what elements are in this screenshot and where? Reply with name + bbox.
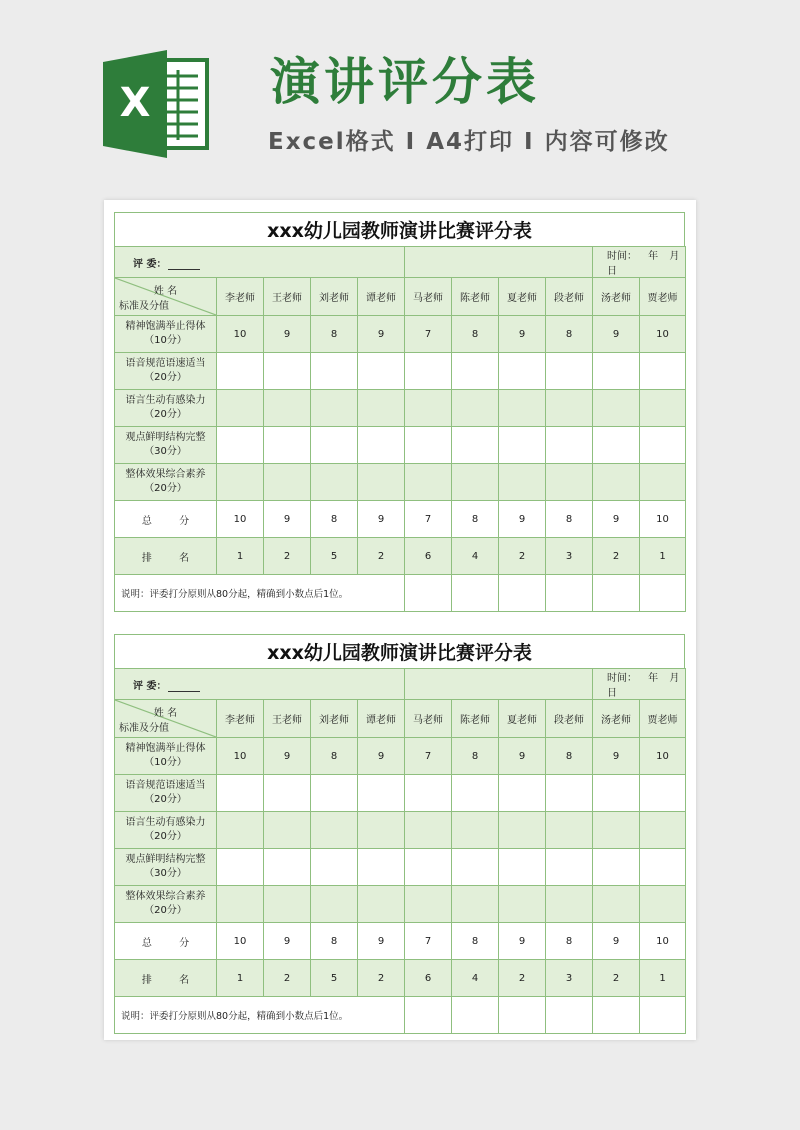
score-cell[interactable] [452,390,499,427]
rank-row [115,960,686,997]
score-cell[interactable] [217,390,264,427]
score-cell[interactable] [452,427,499,464]
judge-blank[interactable] [168,691,200,692]
score-cell[interactable] [452,775,499,812]
score-sheet [114,634,685,1034]
total-cell[interactable]: 7 [405,501,452,538]
score-cell[interactable] [452,849,499,886]
criteria-label [115,390,217,427]
criteria-label [115,427,217,464]
score-cell[interactable] [217,775,264,812]
score-cell[interactable] [452,353,499,390]
score-cell[interactable] [311,812,358,849]
score-cell[interactable]: 10 [217,738,264,775]
score-table [114,246,686,612]
score-cell[interactable] [358,353,405,390]
criteria-name: 语音规范语速适当 [125,780,206,791]
total-cell[interactable]: 10 [217,501,264,538]
score-cell[interactable] [358,886,405,923]
info-spacer [405,669,593,700]
note-row [115,575,686,612]
criteria-points: （30分） [144,446,187,457]
score-cell[interactable] [640,464,686,501]
score-cell[interactable]: 8 [546,316,593,353]
criteria-name: 观点鲜明结构完整 [125,432,206,443]
teacher-name: 刘老师 [311,278,358,316]
score-cell[interactable] [264,353,311,390]
teacher-name: 马老师 [405,278,452,316]
rank-cell[interactable]: 2 [499,960,546,997]
total-cell[interactable]: 9 [264,923,311,960]
score-cell[interactable] [405,849,452,886]
score-cell[interactable] [217,353,264,390]
score-cell[interactable] [405,775,452,812]
judge-label: 评 委： [133,258,167,270]
total-cell[interactable]: 10 [640,501,686,538]
score-cell[interactable] [358,849,405,886]
rank-label: 排 名 [115,538,217,575]
criteria-row [115,849,686,886]
criteria-row [115,464,686,501]
criteria-row [115,812,686,849]
total-cell[interactable]: 8 [311,501,358,538]
rank-cell[interactable]: 2 [358,538,405,575]
total-cell[interactable]: 9 [358,501,405,538]
note-blank-cell[interactable] [499,997,546,1034]
criteria-label [115,316,217,353]
total-cell[interactable]: 8 [546,501,593,538]
rank-cell[interactable]: 1 [217,960,264,997]
criteria-name: 整体效果综合素养 [125,469,206,480]
score-cell[interactable]: 10 [640,316,686,353]
criteria-label [115,775,217,812]
excel-logo-icon [103,48,211,160]
score-cell[interactable] [452,812,499,849]
score-cell[interactable] [405,464,452,501]
note-blank-cell[interactable] [405,575,452,612]
svg-text:X: X [119,80,151,126]
score-cell[interactable] [593,464,640,501]
criteria-row [115,353,686,390]
criteria-name: 语言生动有感染力 [125,395,206,406]
rank-cell[interactable]: 2 [499,538,546,575]
total-cell[interactable]: 8 [452,501,499,538]
score-cell[interactable] [264,886,311,923]
score-cell[interactable]: 10 [217,316,264,353]
score-cell[interactable]: 9 [499,738,546,775]
criteria-header: 标准及分值 [119,301,169,312]
rank-cell[interactable]: 2 [264,960,311,997]
criteria-label [115,849,217,886]
diagonal-header-cell [115,278,217,316]
info-row [115,669,686,700]
rank-row [115,538,686,575]
score-cell[interactable] [358,775,405,812]
score-cell[interactable] [499,849,546,886]
total-cell[interactable]: 10 [217,923,264,960]
time-field[interactable]: 时间： 年 月 日 [593,669,686,700]
total-row [115,501,686,538]
header-row [115,278,686,316]
teacher-name: 汤老师 [593,700,640,738]
score-cell[interactable] [264,812,311,849]
judge-cell[interactable] [115,247,405,278]
teacher-name: 刘老师 [311,700,358,738]
score-cell[interactable] [217,812,264,849]
note-blank-cell[interactable] [405,997,452,1034]
score-cell[interactable] [217,886,264,923]
score-cell[interactable] [311,775,358,812]
teacher-name: 夏老师 [499,700,546,738]
total-cell[interactable]: 9 [264,501,311,538]
total-cell[interactable]: 9 [499,501,546,538]
criteria-points: （20分） [144,831,187,842]
score-cell[interactable] [593,390,640,427]
score-cell[interactable] [264,775,311,812]
score-cell[interactable] [546,464,593,501]
total-cell[interactable]: 7 [405,923,452,960]
score-cell[interactable] [546,390,593,427]
total-cell[interactable]: 10 [640,923,686,960]
total-cell[interactable]: 9 [593,501,640,538]
score-cell[interactable] [264,849,311,886]
note-blank-cell[interactable] [640,575,686,612]
total-label: 总 分 [115,501,217,538]
criteria-name: 语音规范语速适当 [125,358,206,369]
criteria-row [115,390,686,427]
score-cell[interactable] [593,812,640,849]
score-cell[interactable] [593,849,640,886]
page-subtitle: Excel格式 I A4打印 I 内容可修改 [268,129,670,155]
note-blank-cell[interactable] [593,575,640,612]
score-cell[interactable] [358,464,405,501]
criteria-row [115,775,686,812]
teacher-name: 贾老师 [640,278,686,316]
criteria-points: （20分） [144,794,187,805]
criteria-header: 标准及分值 [119,723,169,734]
score-cell[interactable]: 8 [452,738,499,775]
teacher-name: 李老师 [217,278,264,316]
teacher-name: 王老师 [264,278,311,316]
score-cell[interactable] [405,812,452,849]
score-cell[interactable] [593,427,640,464]
score-cell[interactable] [640,849,686,886]
score-cell[interactable] [217,464,264,501]
name-header: 姓 名 [153,286,178,297]
note-row [115,997,686,1034]
criteria-points: （10分） [144,757,187,768]
banner [0,0,800,185]
criteria-points: （30分） [144,868,187,879]
note-text: 说明：评委打分原则从80分起，精确到小数点后1位。 [115,997,405,1034]
score-cell[interactable] [311,464,358,501]
criteria-label [115,886,217,923]
criteria-points: （20分） [144,409,187,420]
note-blank-cell[interactable] [593,997,640,1034]
criteria-row [115,738,686,775]
score-cell[interactable] [499,390,546,427]
judge-cell[interactable] [115,669,405,700]
score-cell[interactable]: 9 [593,738,640,775]
criteria-points: （10分） [144,335,187,346]
rank-cell[interactable]: 4 [452,960,499,997]
judge-label: 评 委： [133,680,167,692]
score-cell[interactable] [311,353,358,390]
score-cell[interactable] [264,464,311,501]
score-cell[interactable] [499,775,546,812]
criteria-name: 语言生动有感染力 [125,817,206,828]
score-cell[interactable]: 9 [593,316,640,353]
sheet-title: xxx幼儿园教师演讲比赛评分表 [114,212,685,246]
score-cell[interactable] [217,427,264,464]
total-label: 总 分 [115,923,217,960]
score-cell[interactable] [311,886,358,923]
score-cell[interactable] [640,886,686,923]
score-cell[interactable] [593,886,640,923]
score-cell[interactable]: 8 [546,738,593,775]
score-cell[interactable] [546,849,593,886]
score-cell[interactable] [358,427,405,464]
sheet-title: xxx幼儿园教师演讲比赛评分表 [114,634,685,668]
diagonal-header-cell [115,700,217,738]
note-blank-cell[interactable] [499,575,546,612]
criteria-row [115,886,686,923]
score-cell[interactable] [499,886,546,923]
name-header: 姓 名 [153,708,178,719]
criteria-name: 观点鲜明结构完整 [125,854,206,865]
criteria-points: （20分） [144,483,187,494]
criteria-row [115,316,686,353]
score-cell[interactable]: 10 [640,738,686,775]
total-cell[interactable]: 8 [452,923,499,960]
score-cell[interactable] [499,353,546,390]
rank-cell[interactable]: 1 [217,538,264,575]
time-field[interactable]: 时间： 年 月 日 [593,247,686,278]
score-cell[interactable] [546,427,593,464]
score-cell[interactable]: 8 [452,316,499,353]
score-cell[interactable] [546,886,593,923]
criteria-name: 整体效果综合素养 [125,891,206,902]
teacher-name: 陈老师 [452,278,499,316]
info-spacer [405,247,593,278]
info-row [115,247,686,278]
score-table [114,668,686,1034]
score-cell[interactable] [405,886,452,923]
teacher-name: 陈老师 [452,700,499,738]
rank-cell[interactable]: 1 [640,538,686,575]
score-cell[interactable] [452,886,499,923]
score-cell[interactable] [546,353,593,390]
total-cell[interactable]: 9 [358,923,405,960]
teacher-name: 段老师 [546,700,593,738]
teacher-name: 李老师 [217,700,264,738]
score-cell[interactable] [593,775,640,812]
score-cell[interactable] [311,849,358,886]
score-cell[interactable]: 9 [358,316,405,353]
page-title: 演讲评分表 [270,53,540,111]
teacher-name: 王老师 [264,700,311,738]
score-cell[interactable] [640,353,686,390]
score-cell[interactable]: 8 [311,738,358,775]
rank-cell[interactable]: 6 [405,960,452,997]
rank-label: 排 名 [115,960,217,997]
note-blank-cell[interactable] [452,997,499,1034]
score-cell[interactable]: 8 [311,316,358,353]
teacher-name: 谭老师 [358,700,405,738]
total-cell[interactable]: 9 [499,923,546,960]
score-cell[interactable] [405,427,452,464]
score-cell[interactable] [640,390,686,427]
score-cell[interactable] [405,353,452,390]
rank-cell[interactable]: 3 [546,538,593,575]
criteria-points: （20分） [144,372,187,383]
score-cell[interactable] [311,390,358,427]
rank-cell[interactable]: 5 [311,960,358,997]
criteria-row [115,427,686,464]
criteria-label [115,738,217,775]
total-row [115,923,686,960]
criteria-label [115,812,217,849]
score-cell[interactable] [640,427,686,464]
score-cell[interactable]: 9 [499,316,546,353]
score-cell[interactable] [358,390,405,427]
criteria-name: 精神饱满举止得体 [125,321,206,332]
teacher-name: 段老师 [546,278,593,316]
score-cell[interactable]: 7 [405,738,452,775]
score-cell[interactable] [264,390,311,427]
score-cell[interactable] [593,353,640,390]
score-cell[interactable] [546,775,593,812]
rank-cell[interactable]: 5 [311,538,358,575]
score-cell[interactable]: 9 [264,316,311,353]
score-sheet [114,212,685,612]
rank-cell[interactable]: 2 [358,960,405,997]
score-cell[interactable] [217,849,264,886]
note-text: 说明：评委打分原则从80分起，精确到小数点后1位。 [115,575,405,612]
score-cell[interactable] [264,427,311,464]
total-cell[interactable]: 9 [593,923,640,960]
score-cell[interactable] [499,464,546,501]
score-cell[interactable] [311,427,358,464]
score-cell[interactable] [640,775,686,812]
score-cell[interactable] [546,812,593,849]
score-cell[interactable] [640,812,686,849]
note-blank-cell[interactable] [546,997,593,1034]
teacher-name: 夏老师 [499,278,546,316]
teacher-name: 马老师 [405,700,452,738]
criteria-label [115,464,217,501]
score-cell[interactable]: 9 [358,738,405,775]
rank-cell[interactable]: 4 [452,538,499,575]
criteria-label [115,353,217,390]
rank-cell[interactable]: 6 [405,538,452,575]
score-cell[interactable]: 7 [405,316,452,353]
criteria-points: （20分） [144,905,187,916]
criteria-name: 精神饱满举止得体 [125,743,206,754]
rank-cell[interactable]: 2 [264,538,311,575]
judge-blank[interactable] [168,269,200,270]
rank-cell[interactable]: 1 [640,960,686,997]
rank-cell[interactable]: 2 [593,538,640,575]
rank-cell[interactable]: 2 [593,960,640,997]
score-cell[interactable] [358,812,405,849]
note-blank-cell[interactable] [640,997,686,1034]
total-cell[interactable]: 8 [546,923,593,960]
score-cell[interactable]: 9 [264,738,311,775]
score-cell[interactable] [499,812,546,849]
score-cell[interactable] [405,390,452,427]
total-cell[interactable]: 8 [311,923,358,960]
teacher-name: 贾老师 [640,700,686,738]
note-blank-cell[interactable] [452,575,499,612]
header-row [115,700,686,738]
note-blank-cell[interactable] [546,575,593,612]
teacher-name: 汤老师 [593,278,640,316]
score-cell[interactable] [452,464,499,501]
teacher-name: 谭老师 [358,278,405,316]
rank-cell[interactable]: 3 [546,960,593,997]
score-cell[interactable] [499,427,546,464]
